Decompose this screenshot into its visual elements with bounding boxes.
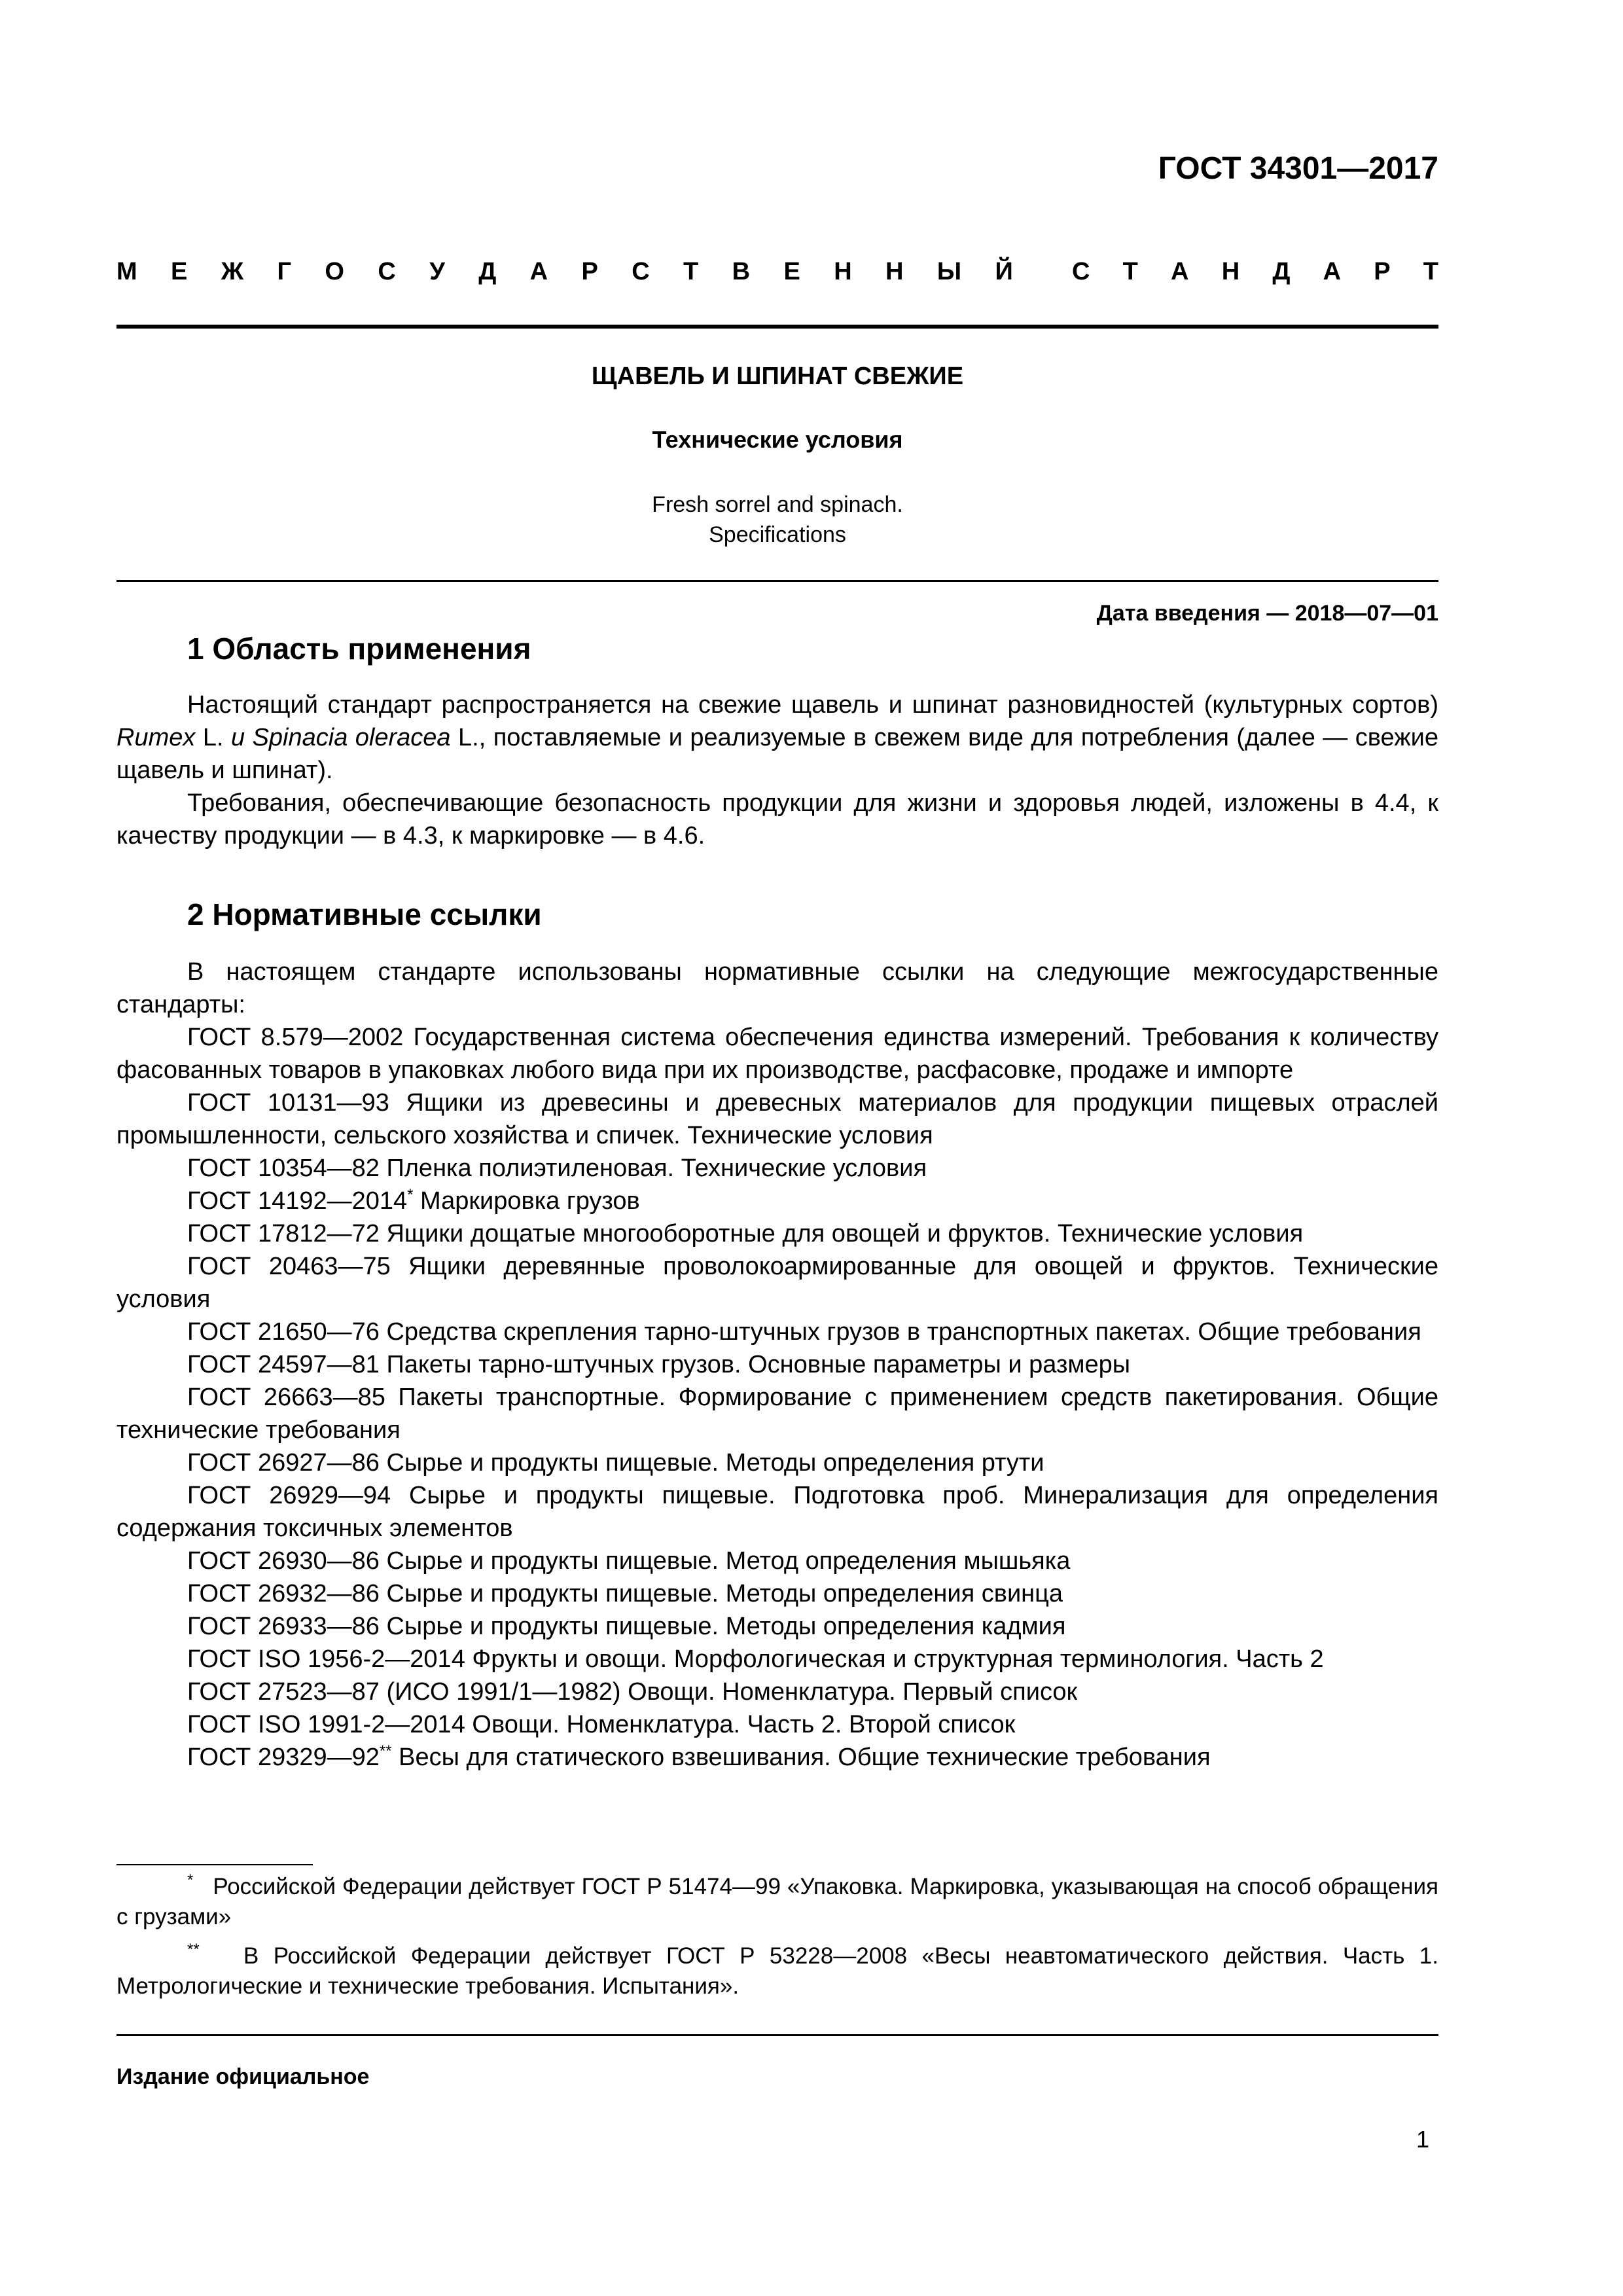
reference-item: ГОСТ 17812—72 Ящики дощатые многооборотные для овощей и фруктов. Технические условия [187,1220,1304,1247]
banner-letter: С [1072,258,1090,285]
banner-letter: А [1171,258,1189,285]
document-page [116,0,1438,2296]
reference-item: ГОСТ ISO 1991-2—2014 Овощи. Номенклатура. Часть 2. Второй список [187,1711,1016,1738]
reference-item: ГОСТ 10354—82 Пленка полиэтиленовая. Технические условия [187,1155,927,1182]
title-rule [116,580,1438,582]
banner-letter: Р [581,258,598,285]
reference-item: ГОСТ ISO 1956-2—2014 Фрукты и овощи. Морфологическая и структурная терминология. Часть 2 [187,1645,1324,1673]
banner-letter: Ы [936,258,962,285]
banner-letter: Р [1374,258,1391,285]
english-title-line1: Fresh sorrel and spinach. [652,492,903,517]
banner-letter: С [632,258,650,285]
banner-letter: Н [885,258,904,285]
interstate-word [116,255,1013,288]
section-1-paragraph-1: Настоящий стандарт распространяется на свежие щавель и шпинат разновидностей (культурных сортов) Rumex L. и Spinacia oleracea L., поставляемые и реализуемые в свежем виде для потребления (далее — свежие щавель и шпинат). [116,691,1438,784]
reference-item: ГОСТ 27523—87 (ИСО 1991/1—1982) Овощи. Номенклатура. Первый список [187,1678,1078,1706]
banner-letter: Т [1423,258,1438,285]
introduction-date: Дата введения — 2018—07—01 [1096,601,1438,626]
footnote-rule [116,1864,313,1865]
banner-letter: Д [1272,258,1291,285]
banner-letter: Е [783,258,800,285]
english-title [116,490,1438,550]
reference-item: ГОСТ 26930—86 Сырье и продукты пищевые. Метод определения мышьяка [187,1547,1071,1575]
footnote-mark: * [187,1871,194,1889]
banner-letter: А [529,258,548,285]
english-title-line2: Specifications [709,522,846,547]
section-2-heading: 2 Нормативные ссылки [187,897,542,931]
section-2-intro: В настоящем стандарте использованы нормативные ссылки на следующие межгосударственные стандарты: [116,958,1438,1018]
footer-rule [116,2034,1438,2036]
footnote-mark: ** [187,1941,200,1958]
footnotes [116,1872,1438,2011]
section-1-paragraph-2: Требования, обеспечивающие безопасность продукции для жизни и здоровья людей, изложены в 4.4, к качеству продукции — в 4.3, к маркировке — в 4.6. [116,789,1438,850]
footnote-mark: ** [379,1742,392,1760]
banner-letter: Г [277,258,292,285]
banner-letter: С [378,258,396,285]
standard-word [1072,255,1438,288]
banner-letter: Д [478,258,497,285]
official-edition-label: Издание официальное [116,2064,370,2089]
banner-letter: Н [1221,258,1240,285]
document-subtitle: Технические условия [652,426,903,453]
banner-letter: Т [683,258,699,285]
footnote-2: ** В Российской Федерации действует ГОСТ Р 53228—2008 «Весы неавтоматического действия. Часть 1. Метрологические и технические требования. Испытания». [116,1941,1438,1999]
reference-item: ГОСТ 26932—86 Сырье и продукты пищевые. Методы определения свинца [187,1580,1063,1607]
banner-letter: М [116,258,137,285]
section-2-body [116,956,1438,1774]
reference-item: ГОСТ 14192—2014* Маркировка грузов [187,1186,640,1215]
footnote-mark: * [407,1186,414,1204]
reference-item: ГОСТ 24597—81 Пакеты тарно-штучных грузов. Основные параметры и размеры [187,1351,1131,1378]
banner-letter: В [732,258,751,285]
interstate-standard-banner [116,255,1438,288]
reference-item: ГОСТ 21650—76 Средства скрепления тарно-штучных грузов в транспортных пакетах. Общие требования [187,1318,1421,1346]
reference-item: ГОСТ 29329—92** Весы для статического взвешивания. Общие технические требования [187,1742,1211,1771]
gost-number: ГОСТ 34301—2017 [1158,151,1438,186]
reference-item: ГОСТ 10131—93 Ящики из древесины и древесных материалов для продукции пищевых отраслей промышленности, сельского хозяйства и спичек. Технические условия [116,1089,1438,1149]
banner-letter: Е [171,258,188,285]
reference-item: ГОСТ 26663—85 Пакеты транспортные. Формирование с применением средств пакетирования. Общие технические требования [116,1384,1438,1444]
banner-letter: О [325,258,344,285]
reference-item: ГОСТ 26929—94 Сырье и продукты пищевые. Подготовка проб. Минерализация для определения содержания токсичных элементов [116,1482,1438,1542]
page-number: 1 [1416,2126,1429,2153]
banner-letter: Т [1122,258,1138,285]
reference-item: ГОСТ 26933—86 Сырье и продукты пищевые. Методы определения кадмия [187,1613,1066,1640]
header-rule [116,325,1438,329]
banner-letter: Й [995,258,1013,285]
banner-letter: А [1323,258,1342,285]
reference-item: ГОСТ 8.579—2002 Государственная система обеспечения единства измерений. Требования к количеству фасованных товаров в упаковках любого вида при их производстве, расфасовке, продаже и импорте [116,1024,1438,1084]
reference-item: ГОСТ 20463—75 Ящики деревянные проволокоармированные для овощей и фруктов. Технические условия [116,1253,1438,1313]
reference-item: ГОСТ 26927—86 Сырье и продукты пищевые. Методы определения ртути [187,1449,1044,1477]
banner-letter: У [429,258,445,285]
section-1-heading: 1 Область применения [187,632,531,666]
section-1-body [116,689,1438,852]
banner-letter: Ж [221,258,244,285]
document-title: ЩАВЕЛЬ И ШПИНАТ СВЕЖИЕ [591,363,964,390]
footnote-1: * Российской Федерации действует ГОСТ Р 51474—99 «Упаковка. Маркировка, указывающая на способ обращения с грузами» [116,1871,1438,1929]
banner-letter: Н [834,258,852,285]
